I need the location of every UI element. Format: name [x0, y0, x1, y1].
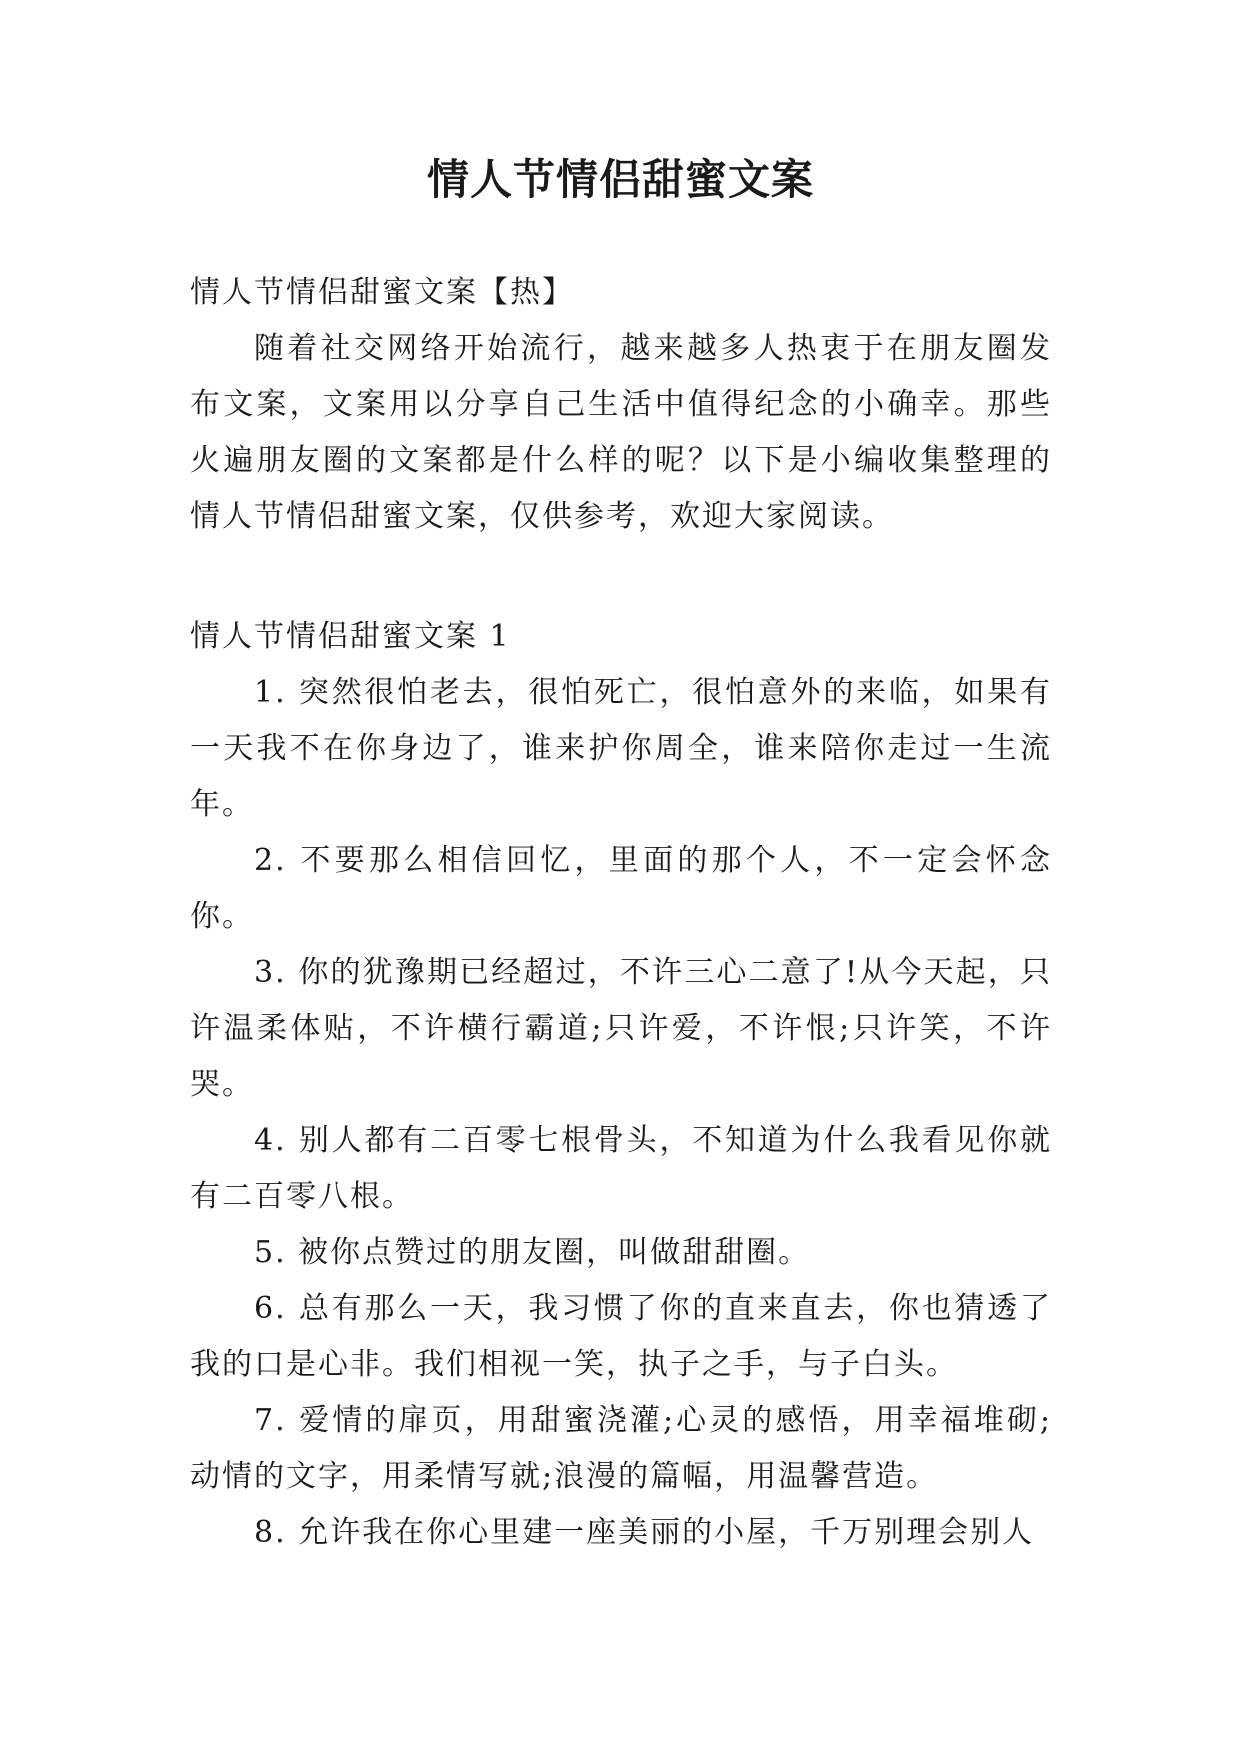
- section-heading: 情人节情侣甜蜜文案 1: [190, 619, 511, 654]
- list-item: 8. 允许我在你心里建一座美丽的小屋，千万别理会别人: [254, 1515, 1035, 1550]
- list-item: 1. 突然很怕老去，很怕死亡，很怕意外的来临，如果有一天我不在你身边了，谁来护你周全，谁来陪你走过一生流年。: [190, 675, 1052, 822]
- list-item: 4. 别人都有二百零七根骨头，不知道为什么我看见你就有二百零八根。: [190, 1123, 1052, 1214]
- list-item: 5. 被你点赞过的朋友圈，叫做甜甜圈。: [254, 1235, 811, 1270]
- document-title: 情人节情侣甜蜜文案: [426, 155, 814, 204]
- document-body: [190, 265, 1052, 1561]
- intro-heading: 情人节情侣甜蜜文案【热】: [190, 275, 574, 310]
- list-item: 2. 不要那么相信回忆，里面的那个人，不一定会怀念你。: [190, 843, 1052, 934]
- section-spacer: [190, 545, 1052, 609]
- intro-paragraph: 随着社交网络开始流行，越来越多人热衷于在朋友圈发布文案，文案用以分享自己生活中值得纪念的小确幸。那些火遍朋友圈的文案都是什么样的呢？以下是小编收集整理的情人节情侣甜蜜文案，仅供参考，欢迎大家阅读。: [190, 331, 1052, 534]
- list-item: 6. 总有那么一天，我习惯了你的直来直去，你也猜透了我的口是心非。我们相视一笑，执子之手，与子白头。: [190, 1291, 1052, 1382]
- list-item: 3. 你的犹豫期已经超过，不许三心二意了!从今天起，只许温柔体贴，不许横行霸道;只许爱，不许恨;只许笑，不许哭。: [190, 955, 1052, 1102]
- list-item: 7. 爱情的扉页，用甜蜜浇灌;心灵的感悟，用幸福堆砌;动情的文字，用柔情写就;浪漫的篇幅，用温馨营造。: [190, 1403, 1052, 1494]
